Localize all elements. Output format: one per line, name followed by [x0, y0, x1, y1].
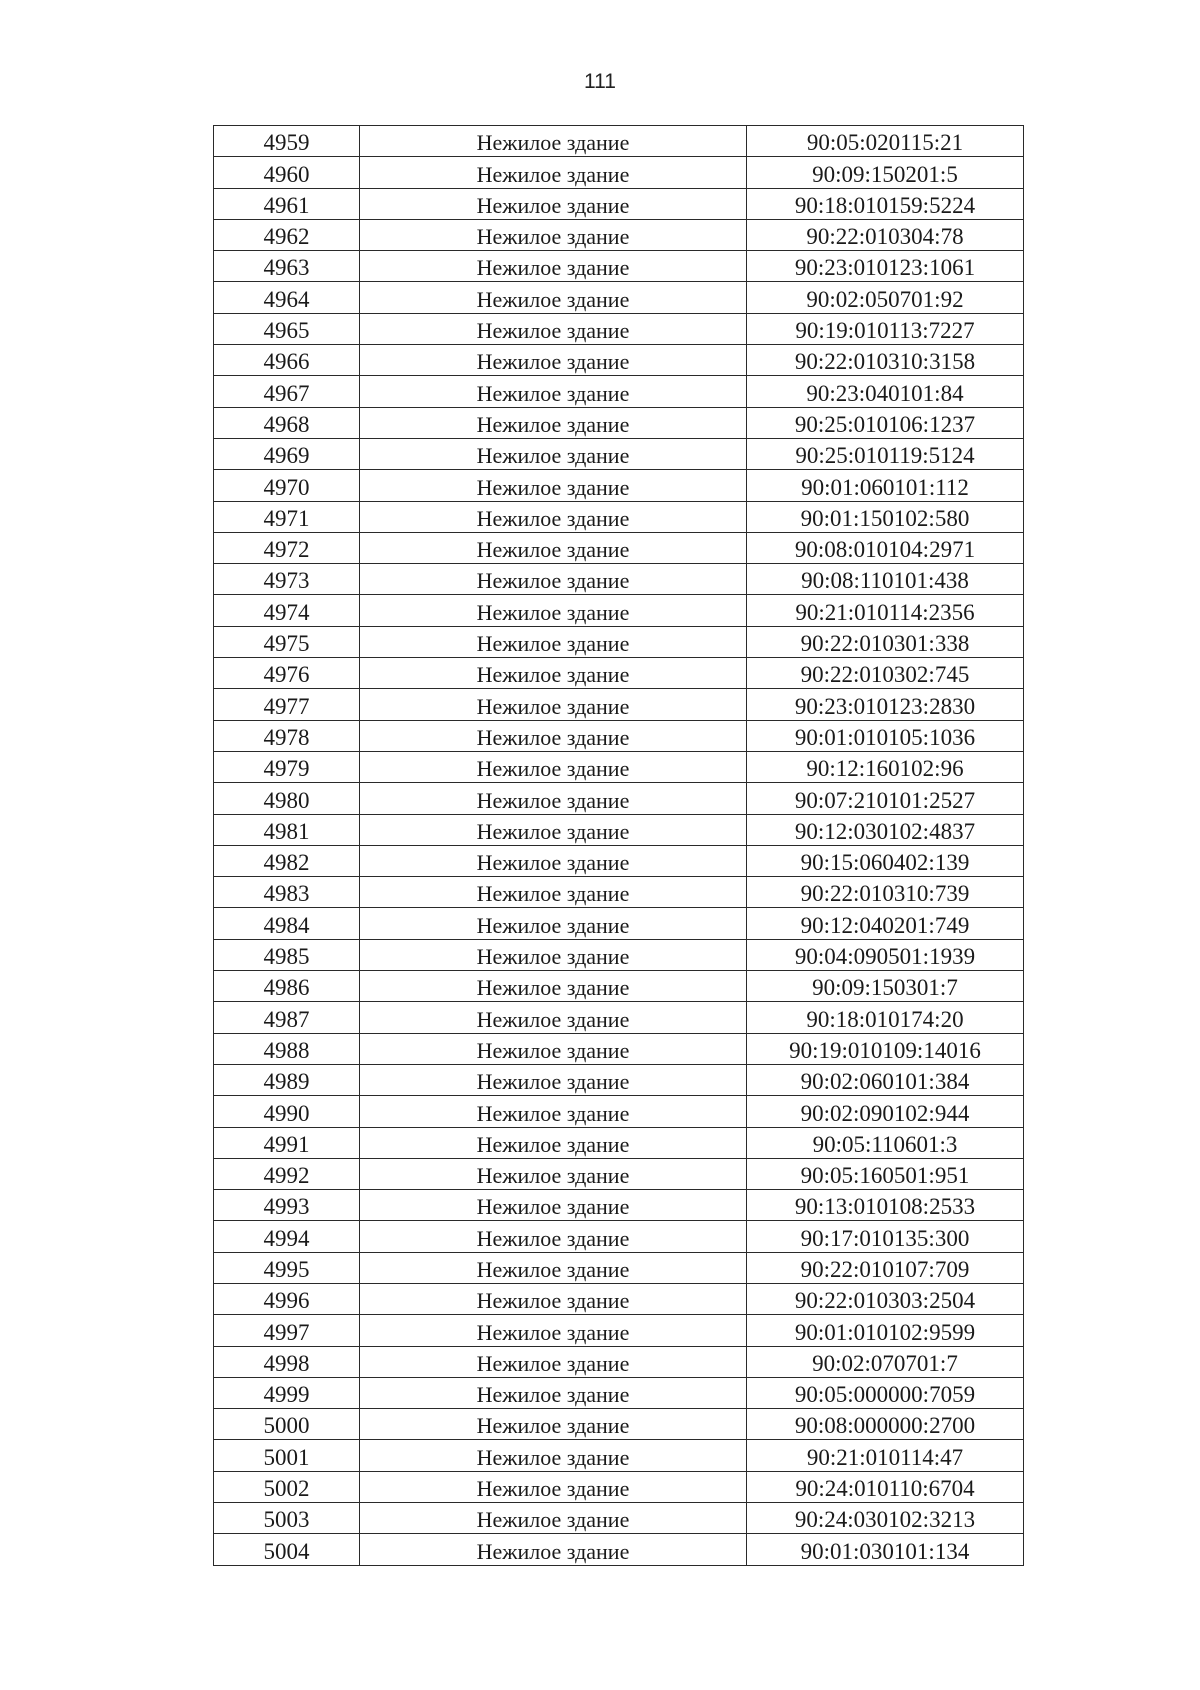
- object-type-cell: Нежилое здание: [360, 1534, 747, 1565]
- object-type-cell: Нежилое здание: [360, 126, 747, 157]
- cadastral-number-cell: 90:02:070701:7: [747, 1346, 1024, 1377]
- object-type-cell: Нежилое здание: [360, 1033, 747, 1064]
- row-number-cell: 4973: [214, 564, 360, 595]
- object-type-cell: Нежилое здание: [360, 751, 747, 782]
- object-type-cell: Нежилое здание: [360, 845, 747, 876]
- cadastral-number-cell: 90:19:010113:7227: [747, 313, 1024, 344]
- row-number-cell: 4971: [214, 501, 360, 532]
- table-row: [214, 1315, 1024, 1346]
- cadastral-number-cell: 90:02:050701:92: [747, 282, 1024, 313]
- row-number-cell: 4991: [214, 1127, 360, 1158]
- object-type-cell: Нежилое здание: [360, 814, 747, 845]
- row-number-cell: 4994: [214, 1221, 360, 1252]
- row-number-cell: 4972: [214, 532, 360, 563]
- row-number-cell: 4996: [214, 1283, 360, 1314]
- object-type-cell: Нежилое здание: [360, 658, 747, 689]
- row-number-cell: 4965: [214, 313, 360, 344]
- object-type-cell: Нежилое здание: [360, 1127, 747, 1158]
- row-number-cell: 4977: [214, 689, 360, 720]
- table-row: [214, 845, 1024, 876]
- row-number-cell: 4978: [214, 720, 360, 751]
- row-number-cell: 4961: [214, 188, 360, 219]
- object-type-cell: Нежилое здание: [360, 689, 747, 720]
- row-number-cell: 4984: [214, 908, 360, 939]
- object-type-cell: Нежилое здание: [360, 1064, 747, 1095]
- cadastral-number-cell: 90:22:010310:3158: [747, 345, 1024, 376]
- cadastral-number-cell: 90:05:110601:3: [747, 1127, 1024, 1158]
- row-number-cell: 5004: [214, 1534, 360, 1565]
- cadastral-number-cell: 90:17:010135:300: [747, 1221, 1024, 1252]
- row-number-cell: 4992: [214, 1158, 360, 1189]
- table-row: [214, 1377, 1024, 1408]
- table-row: [214, 501, 1024, 532]
- row-number-cell: 4960: [214, 157, 360, 188]
- row-number-cell: 4997: [214, 1315, 360, 1346]
- object-type-cell: Нежилое здание: [360, 407, 747, 438]
- row-number-cell: 4988: [214, 1033, 360, 1064]
- row-number-cell: 5002: [214, 1471, 360, 1502]
- cadastral-number-cell: 90:04:090501:1939: [747, 939, 1024, 970]
- row-number-cell: 4985: [214, 939, 360, 970]
- cadastral-number-cell: 90:18:010159:5224: [747, 188, 1024, 219]
- row-number-cell: 4974: [214, 595, 360, 626]
- object-type-cell: Нежилое здание: [360, 219, 747, 250]
- table-row: [214, 313, 1024, 344]
- cadastral-number-cell: 90:01:030101:134: [747, 1534, 1024, 1565]
- object-type-cell: Нежилое здание: [360, 188, 747, 219]
- table-row: [214, 188, 1024, 219]
- cadastral-number-cell: 90:08:000000:2700: [747, 1409, 1024, 1440]
- cadastral-number-cell: 90:02:090102:944: [747, 1096, 1024, 1127]
- object-type-cell: Нежилое здание: [360, 1002, 747, 1033]
- object-type-cell: Нежилое здание: [360, 1503, 747, 1534]
- table-row: [214, 407, 1024, 438]
- cadastral-number-cell: 90:21:010114:2356: [747, 595, 1024, 626]
- table-row: [214, 814, 1024, 845]
- row-number-cell: 5003: [214, 1503, 360, 1534]
- table-row: [214, 1002, 1024, 1033]
- row-number-cell: 4999: [214, 1377, 360, 1408]
- cadastral-number-cell: 90:21:010114:47: [747, 1440, 1024, 1471]
- row-number-cell: 4969: [214, 438, 360, 469]
- object-type-cell: Нежилое здание: [360, 939, 747, 970]
- table-row: [214, 720, 1024, 751]
- table-row: [214, 1158, 1024, 1189]
- table-row: [214, 219, 1024, 250]
- table-row: [214, 626, 1024, 657]
- object-type-cell: Нежилое здание: [360, 1252, 747, 1283]
- row-number-cell: 4970: [214, 470, 360, 501]
- object-type-cell: Нежилое здание: [360, 282, 747, 313]
- object-type-cell: Нежилое здание: [360, 908, 747, 939]
- cadastral-number-cell: 90:13:010108:2533: [747, 1190, 1024, 1221]
- cadastral-number-cell: 90:09:150201:5: [747, 157, 1024, 188]
- table-row: [214, 595, 1024, 626]
- table-row: [214, 751, 1024, 782]
- row-number-cell: 4998: [214, 1346, 360, 1377]
- row-number-cell: 4986: [214, 971, 360, 1002]
- cadastral-number-cell: 90:19:010109:14016: [747, 1033, 1024, 1064]
- table-row: [214, 1283, 1024, 1314]
- cadastral-number-cell: 90:22:010303:2504: [747, 1283, 1024, 1314]
- table-row: [214, 126, 1024, 157]
- row-number-cell: 4964: [214, 282, 360, 313]
- table-row: [214, 1534, 1024, 1565]
- table-row: [214, 689, 1024, 720]
- cadastral-number-cell: 90:22:010302:745: [747, 658, 1024, 689]
- cadastral-number-cell: 90:25:010119:5124: [747, 438, 1024, 469]
- table-row: [214, 1190, 1024, 1221]
- object-type-cell: Нежилое здание: [360, 251, 747, 282]
- row-number-cell: 4976: [214, 658, 360, 689]
- row-number-cell: 4966: [214, 345, 360, 376]
- row-number-cell: 4962: [214, 219, 360, 250]
- cadastral-number-cell: 90:01:150102:580: [747, 501, 1024, 532]
- table-row: [214, 532, 1024, 563]
- table-row: [214, 438, 1024, 469]
- cadastral-number-cell: 90:08:110101:438: [747, 564, 1024, 595]
- cadastral-number-cell: 90:01:010105:1036: [747, 720, 1024, 751]
- cadastral-number-cell: 90:05:160501:951: [747, 1158, 1024, 1189]
- cadastral-number-cell: 90:24:010110:6704: [747, 1471, 1024, 1502]
- row-number-cell: 4982: [214, 845, 360, 876]
- cadastral-number-cell: 90:01:010102:9599: [747, 1315, 1024, 1346]
- cadastral-number-cell: 90:12:030102:4837: [747, 814, 1024, 845]
- table-row: [214, 1471, 1024, 1502]
- row-number-cell: 4975: [214, 626, 360, 657]
- object-type-cell: Нежилое здание: [360, 313, 747, 344]
- row-number-cell: 5001: [214, 1440, 360, 1471]
- cadastral-number-cell: 90:23:040101:84: [747, 376, 1024, 407]
- row-number-cell: 4990: [214, 1096, 360, 1127]
- table-row: [214, 658, 1024, 689]
- table-row: [214, 282, 1024, 313]
- cadastral-number-cell: 90:01:060101:112: [747, 470, 1024, 501]
- object-type-cell: Нежилое здание: [360, 438, 747, 469]
- table-row: [214, 1346, 1024, 1377]
- object-type-cell: Нежилое здание: [360, 1096, 747, 1127]
- object-type-cell: Нежилое здание: [360, 626, 747, 657]
- table-body: [214, 126, 1024, 1566]
- object-type-cell: Нежилое здание: [360, 1440, 747, 1471]
- table-row: [214, 1252, 1024, 1283]
- row-number-cell: 4981: [214, 814, 360, 845]
- cadastral-number-cell: 90:22:010310:739: [747, 877, 1024, 908]
- object-type-cell: Нежилое здание: [360, 877, 747, 908]
- object-type-cell: Нежилое здание: [360, 345, 747, 376]
- cadastral-number-cell: 90:09:150301:7: [747, 971, 1024, 1002]
- row-number-cell: 4959: [214, 126, 360, 157]
- page-number: 111: [584, 70, 616, 93]
- object-type-cell: Нежилое здание: [360, 501, 747, 532]
- cadastral-number-cell: 90:22:010301:338: [747, 626, 1024, 657]
- cadastral-number-cell: 90:15:060402:139: [747, 845, 1024, 876]
- row-number-cell: 4967: [214, 376, 360, 407]
- object-type-cell: Нежилое здание: [360, 971, 747, 1002]
- table-row: [214, 1096, 1024, 1127]
- table-row: [214, 564, 1024, 595]
- object-type-cell: Нежилое здание: [360, 595, 747, 626]
- row-number-cell: 4995: [214, 1252, 360, 1283]
- table-row: [214, 877, 1024, 908]
- row-number-cell: 4993: [214, 1190, 360, 1221]
- table-row: [214, 157, 1024, 188]
- object-type-cell: Нежилое здание: [360, 1315, 747, 1346]
- object-type-cell: Нежилое здание: [360, 1190, 747, 1221]
- table-row: [214, 939, 1024, 970]
- object-type-cell: Нежилое здание: [360, 532, 747, 563]
- object-type-cell: Нежилое здание: [360, 1158, 747, 1189]
- object-type-cell: Нежилое здание: [360, 470, 747, 501]
- table-row: [214, 1127, 1024, 1158]
- table-row: [214, 251, 1024, 282]
- object-type-cell: Нежилое здание: [360, 1346, 747, 1377]
- table-row: [214, 971, 1024, 1002]
- row-number-cell: 5000: [214, 1409, 360, 1440]
- table-row: [214, 1221, 1024, 1252]
- table-row: [214, 345, 1024, 376]
- table-row: [214, 470, 1024, 501]
- cadastral-number-cell: 90:05:020115:21: [747, 126, 1024, 157]
- object-type-cell: Нежилое здание: [360, 1409, 747, 1440]
- cadastral-number-cell: 90:07:210101:2527: [747, 783, 1024, 814]
- object-type-cell: Нежилое здание: [360, 783, 747, 814]
- row-number-cell: 4968: [214, 407, 360, 438]
- cadastral-number-cell: 90:23:010123:2830: [747, 689, 1024, 720]
- cadastral-number-cell: 90:24:030102:3213: [747, 1503, 1024, 1534]
- table-row: [214, 783, 1024, 814]
- object-type-cell: Нежилое здание: [360, 376, 747, 407]
- cadastral-number-cell: 90:12:040201:749: [747, 908, 1024, 939]
- row-number-cell: 4979: [214, 751, 360, 782]
- object-type-cell: Нежилое здание: [360, 157, 747, 188]
- cadastral-number-cell: 90:25:010106:1237: [747, 407, 1024, 438]
- cadastral-number-cell: 90:23:010123:1061: [747, 251, 1024, 282]
- table-row: [214, 1409, 1024, 1440]
- object-type-cell: Нежилое здание: [360, 1471, 747, 1502]
- registry-table: [213, 125, 1024, 1566]
- table-row: [214, 1033, 1024, 1064]
- cadastral-number-cell: 90:12:160102:96: [747, 751, 1024, 782]
- cadastral-number-cell: 90:22:010107:709: [747, 1252, 1024, 1283]
- table-row: [214, 376, 1024, 407]
- row-number-cell: 4963: [214, 251, 360, 282]
- cadastral-number-cell: 90:18:010174:20: [747, 1002, 1024, 1033]
- cadastral-number-cell: 90:05:000000:7059: [747, 1377, 1024, 1408]
- table-row: [214, 1064, 1024, 1095]
- cadastral-number-cell: 90:02:060101:384: [747, 1064, 1024, 1095]
- row-number-cell: 4980: [214, 783, 360, 814]
- object-type-cell: Нежилое здание: [360, 720, 747, 751]
- row-number-cell: 4987: [214, 1002, 360, 1033]
- table-row: [214, 1440, 1024, 1471]
- row-number-cell: 4983: [214, 877, 360, 908]
- cadastral-number-cell: 90:08:010104:2971: [747, 532, 1024, 563]
- row-number-cell: 4989: [214, 1064, 360, 1095]
- table-row: [214, 908, 1024, 939]
- object-type-cell: Нежилое здание: [360, 564, 747, 595]
- cadastral-number-cell: 90:22:010304:78: [747, 219, 1024, 250]
- object-type-cell: Нежилое здание: [360, 1283, 747, 1314]
- object-type-cell: Нежилое здание: [360, 1377, 747, 1408]
- object-type-cell: Нежилое здание: [360, 1221, 747, 1252]
- table-row: [214, 1503, 1024, 1534]
